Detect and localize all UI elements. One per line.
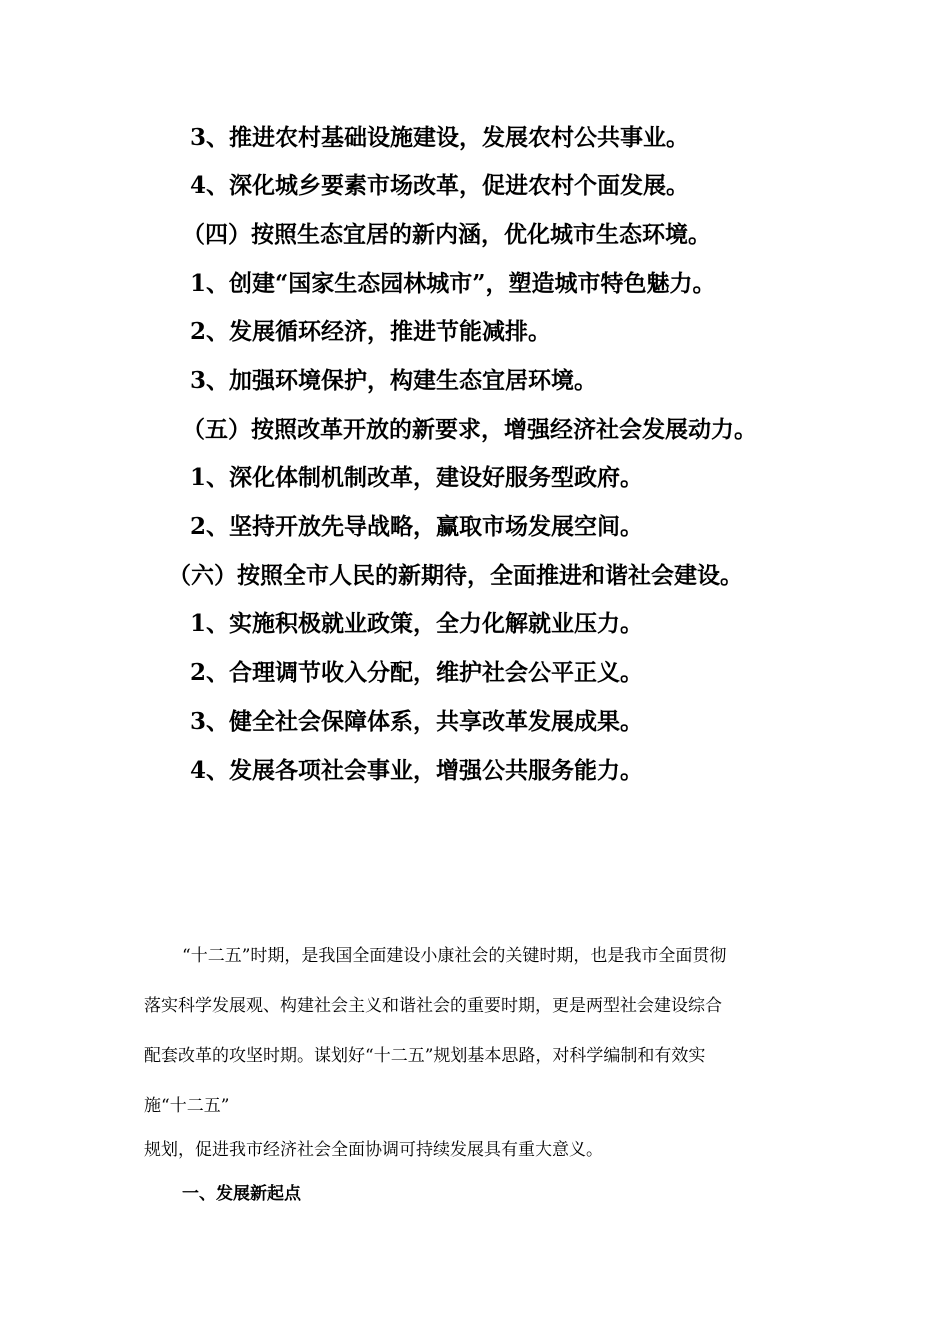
outline-section-heading: （五）按照改革开放的新要求，增强经济社会发展动力。 (182, 416, 757, 443)
outline-line: 4、发展各项社会事业，增强公共服务能力。 (190, 757, 644, 784)
outline-section-heading: （六）按照全市人民的新期待，全面推进和谐社会建设。 (168, 562, 743, 589)
outline-line: 2、合理调节收入分配，维护社会公平正义。 (190, 659, 644, 686)
intro-paragraph-line: 落实科学发展观、构建社会主义和谐社会的重要时期，更是两型社会建设综合 (144, 996, 722, 1016)
outline-line: 1、深化体制机制改革，建设好服务型政府。 (190, 464, 644, 491)
outline-line: 1、创建“国家生态园林城市”，塑造城市特色魅力。 (190, 270, 716, 297)
outline-line: 2、坚持开放先导战略，赢取市场发展空间。 (190, 513, 644, 540)
outline-section-heading: （四）按照生态宜居的新内涵，优化城市生态环境。 (182, 221, 711, 248)
intro-paragraph-line: “十二五”时期，是我国全面建设小康社会的关键时期，也是我市全面贯彻 (182, 946, 727, 966)
outline-line: 4、深化城乡要素市场改革，促进农村个面发展。 (190, 172, 690, 199)
intro-paragraph-line: 规划，促进我市经济社会全面协调可持续发展具有重大意义。 (144, 1140, 603, 1160)
outline-line: 1、实施积极就业政策，全力化解就业压力。 (190, 610, 644, 637)
outline-line: 2、发展循环经济，推进节能减排。 (190, 318, 552, 345)
outline-line: 3、推进农村基础设施建设，发展农村公共事业。 (190, 124, 690, 151)
intro-paragraph-line: 施“十二五” (144, 1096, 230, 1116)
outline-line: 3、健全社会保障体系，共享改革发展成果。 (190, 708, 644, 735)
intro-paragraph-line: 配套改革的攻坚时期。谋划好“十二五”规划基本思路，对科学编制和有效实 (144, 1046, 706, 1066)
section-heading: 一、发展新起点 (182, 1184, 301, 1204)
outline-line: 3、加强环境保护，构建生态宜居环境。 (190, 367, 598, 394)
